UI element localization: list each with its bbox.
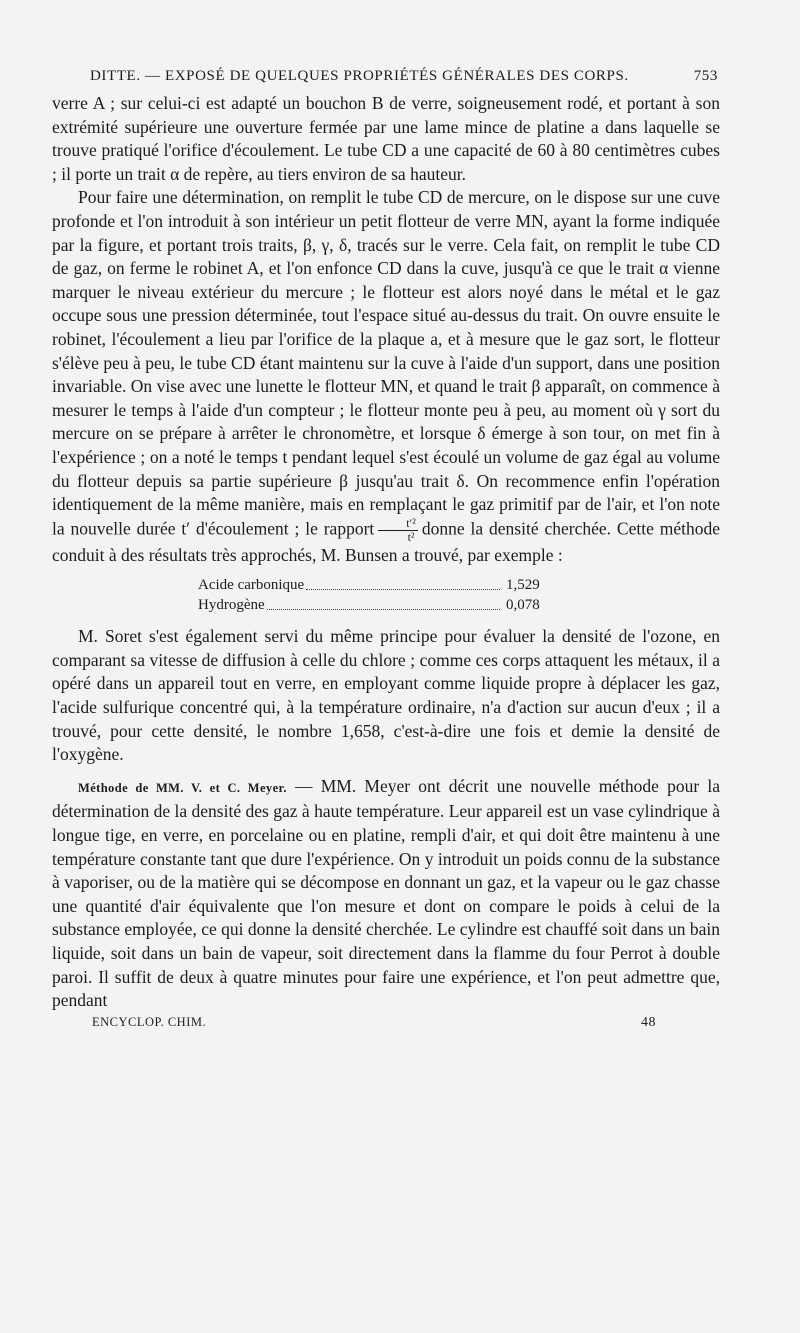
results-table [198, 575, 558, 615]
sheet-number: 48 [641, 1014, 656, 1030]
leader-dots [267, 595, 500, 610]
leader-dots [306, 575, 500, 590]
spacer [52, 767, 720, 775]
signature-mark: ENCYCLOP. CHIM. [92, 1014, 207, 1029]
page-content [52, 62, 720, 1037]
row-label: Hydrogène [198, 597, 265, 614]
running-title: DITTE. — EXPOSÉ DE QUELQUES PROPRIÉTÉS GÉNÉRALES DES CORPS. [90, 68, 629, 84]
running-header [52, 62, 720, 92]
density-ratio-fraction [378, 517, 418, 544]
section-heading: Méthode de MM. V. et C. Meyer. [78, 780, 287, 795]
table-row [198, 595, 558, 615]
row-value: 1,529 [506, 577, 540, 594]
page-footer [52, 1015, 720, 1037]
paragraph-2-text: Pour faire une détermination, on remplit le tube CD de mercure, on le dispose sur une cuve profonde et l'on introduit à son intérieur un petit flotteur de verre MN, ayant la forme indiquée par la figure, et portant trois traits, β, γ, δ, tracés sur le verre. Cela fait, on remplit le tube CD de gaz, on ferme le robinet A, et l'on enfonce CD dans la cuve, jusqu'à ce que le trait α vienne marquer le niveau extérieur du mercure ; le flotteur est alors noyé dans le métal et le gaz occupe sous une pression déterminée, tout l'espace situé au-dessus du trait. On ouvre ensuite le robinet, l'écoulement a lieu par l'orifice de la plaque a, et à mesure que le gaz sort, le flotteur s'élève peu à peu, le tube CD étant maintenu sur la cuve à l'aide d'un support, dans une position invariable. On vise avec une lunette le flotteur MN, et quand le trait β apparaît, on commence à mesurer le temps à l'aide d'un compteur ; le flotteur monte peu à peu, au moment où γ sort du mercure on se prépare à arrêter le chronomètre, et lorsque δ émerge à son tour, on met fin à l'expérience ; on a noté le temps t pendant lequel s'est écoulé un volume de gaz égal au volume du flotteur depuis sa partie supérieure β jusqu'au trait δ. On recommence enfin l'opération identiquement de la même manière, mais en remplaçant le gaz primitif par de l'air, et l'on note la nouvelle durée t′ d'écoulement ; le rapport [52, 187, 720, 539]
paragraph-3: M. Soret s'est également servi du même principe pour évaluer la densité de l'ozone, en comparant sa vitesse de diffusion à celle du chlore ; comme ces corps attaquent les métaux, il a opéré dans un appareil tout en verre, en employant comme liquide propre à déplacer les gaz, l'acide sulfurique concentré qui, à la température ordinaire, n'a d'action sur aucun d'eux ; il a trouvé, pour cette densité, le nombre 1,658, c'est-à-dire une fois et demie la densité de l'oxygène. [52, 626, 720, 765]
table-row [198, 575, 558, 595]
row-value: 0,078 [506, 597, 540, 614]
paragraph-2-continuation: donne la densité cherchée. Cette méthode conduit à des résultats très approchés, M. Bunsen a trouvé, par exemple : [52, 518, 720, 565]
fraction-denominator: t² [407, 529, 415, 544]
row-label: Acide carbonique [198, 577, 305, 594]
paragraph-2 [52, 186, 720, 567]
page-number: 753 [693, 68, 718, 84]
paragraph-4-text: — MM. Meyer ont décrit une nouvelle méthode pour la détermination de la densité des gaz à haute température. Leur appareil est un vase cylindrique à longue tige, en verre, en porcelaine ou en platine, rempli d'air, et qui doit être maintenu à une température constante tant que dure l'expérience. On y introduit un poids connu de la substance à vaporiser, ou de la matière qui se décompose en donnant un gaz, et la vapeur ou le gaz chasse une quantité d'air équivalente que l'on mesure et dont on compare le poids à celui de la substance employée, ce qui donne la densité cherchée. Le cylindre est chauffé soit dans un bain liquide, soit dans un bain de vapeur, soit directement dans la flamme du four Perrot à double paroi. Il suffit de deux à quatre minutes pour faire une expérience, et l'on peut admettre que, pendant [52, 775, 721, 1011]
fraction-numerator: t′² [378, 517, 418, 531]
paragraph-4 [52, 775, 720, 1013]
paragraph-1: verre A ; sur celui-ci est adapté un bouchon B de verre, soigneusement rodé, et portant à son extrémité supérieure une ouverture fermée par une lame mince de platine a dans laquelle se trouve pratiqué l'orifice d'écoulement. Le tube CD a une capacité de 60 à 80 centimètres cubes ; il porte un trait α de repère, au tiers environ de sa hauteur. [52, 93, 720, 184]
